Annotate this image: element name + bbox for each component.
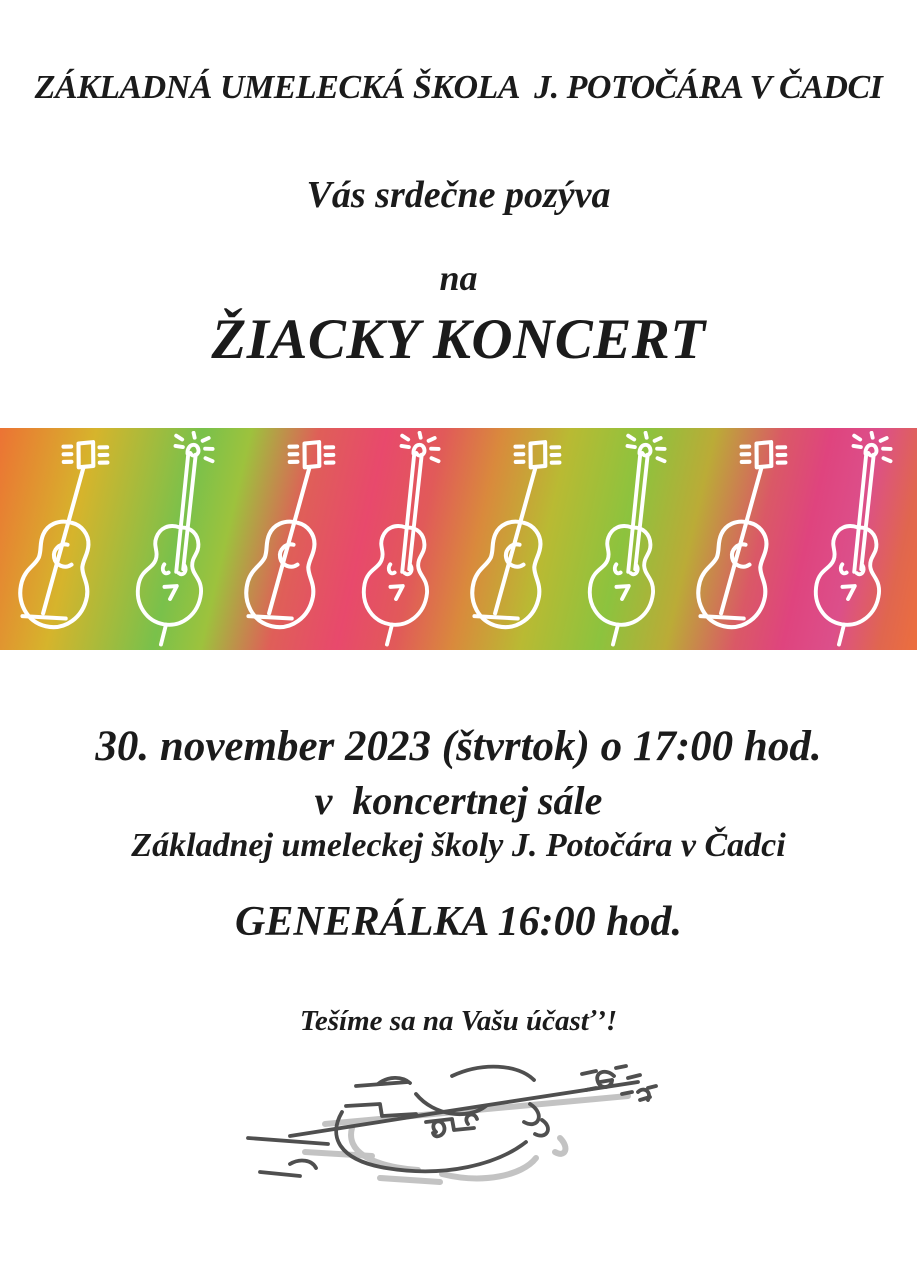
- guitar-icon: [464, 431, 566, 647]
- violin-sketch: [230, 1056, 670, 1196]
- violin-icon: [351, 431, 453, 647]
- guitar-icon: [690, 431, 792, 647]
- violin-sketch-lines: [248, 1066, 656, 1176]
- event-datetime: 30. november 2023 (štvrtok) o 17:00 hod.: [95, 723, 822, 770]
- closing-line: Tešíme sa na Vašu účasť’!: [299, 1005, 618, 1037]
- guitar-icon: [238, 431, 340, 647]
- school-name: ZÁKLADNÁ UMELECKÁ ŠKOLA J. POTOČÁRA V ČADCI: [34, 69, 883, 106]
- event-title: ŽIACKY KONCERT: [211, 308, 706, 371]
- preposition-na: na: [439, 258, 478, 298]
- guitar-icon: [12, 431, 114, 647]
- violin-icon: [577, 431, 679, 647]
- rehearsal-line: GENERÁLKA 16:00 hod.: [235, 899, 682, 945]
- violin-icon: [803, 431, 905, 647]
- invitation-line: Vás srdečne pozýva: [306, 174, 611, 216]
- venue-line-1: v koncertnej sále: [314, 778, 603, 823]
- instrument-banner: [0, 428, 917, 650]
- venue-line-2: Základnej umeleckej školy J. Potočára v Čadci: [131, 827, 786, 864]
- violin-icon: [125, 431, 227, 647]
